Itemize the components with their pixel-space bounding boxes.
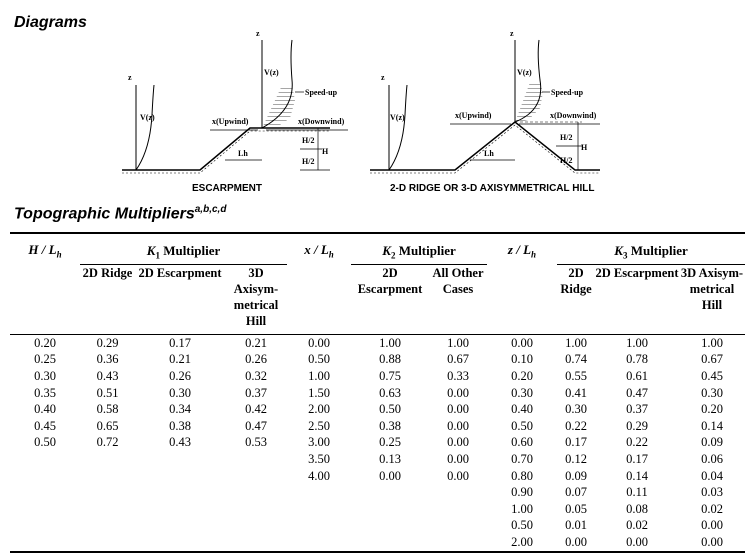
table-cell: 2.00 — [308, 402, 330, 417]
table-cell: 3.00 — [308, 435, 330, 450]
table-cell: 0.45 — [701, 368, 723, 383]
table-cell — [225, 501, 287, 518]
table-cell: 0.12 — [565, 451, 587, 466]
table-cell: 0.02 — [701, 501, 723, 516]
table-cell: 1.00 — [626, 335, 648, 350]
table-row — [10, 418, 745, 435]
table-cell — [287, 501, 351, 518]
table-cell: 0.30 — [701, 385, 723, 400]
table-row — [10, 385, 745, 402]
k3-escarpment-header: 2D Escarpment — [595, 265, 679, 335]
table-cell: 0.17 — [565, 435, 587, 450]
table-row — [10, 401, 745, 418]
multipliers-heading-text: Topographic Multipliers — [14, 205, 195, 223]
table-cell: 0.17 — [169, 335, 191, 350]
table-cell: 0.09 — [565, 468, 587, 483]
table-row — [10, 501, 745, 518]
k3-hill-header: 3D Axisym-metrical Hill — [679, 265, 745, 335]
z-label-left-crest: z — [256, 29, 260, 38]
z-label-right-crest: z — [510, 29, 514, 38]
table-cell: 0.21 — [245, 335, 267, 350]
table-row — [10, 352, 745, 369]
table-cell — [10, 451, 80, 468]
table-cell — [10, 534, 80, 552]
table-cell: 0.41 — [565, 385, 587, 400]
table-cell: 0.22 — [626, 435, 648, 450]
table-cell: 0.00 — [447, 385, 469, 400]
table-cell: 0.00 — [447, 402, 469, 417]
table-cell — [225, 468, 287, 485]
table-cell: 0.14 — [626, 468, 648, 483]
table-cell: 0.50 — [308, 352, 330, 367]
escarpment-caption: ESCARPMENT — [192, 183, 263, 194]
table-cell: 0.67 — [701, 352, 723, 367]
table-cell — [225, 518, 287, 535]
table-cell: 0.00 — [447, 468, 469, 483]
table-row — [10, 518, 745, 535]
table-cell: 1.00 — [511, 501, 533, 516]
table-cell — [10, 501, 80, 518]
table-cell: 1.00 — [447, 335, 469, 350]
k1-hill-header: 3D Axisym-metrical Hill — [225, 265, 287, 335]
k3-group-header: $K_3$ Multiplier — [557, 233, 745, 265]
table-cell — [225, 451, 287, 468]
table-row — [10, 435, 745, 452]
table-cell — [135, 501, 225, 518]
table-cell: 0.01 — [565, 518, 587, 533]
table-cell — [80, 451, 135, 468]
k1-escarpment-header: 2D Escarpment — [135, 265, 225, 335]
upwind-label-left: x(Upwind) — [212, 117, 249, 126]
k2-escarpment-header: 2D Escarpment — [351, 265, 429, 335]
table-cell: 0.03 — [701, 485, 723, 500]
table-cell: 0.25 — [34, 352, 56, 367]
vz-label-right-upwind: V(z) — [390, 113, 405, 122]
table-cell: 0.04 — [701, 468, 723, 483]
table-cell: 0.70 — [511, 451, 533, 466]
h-label-left: H — [322, 147, 329, 156]
col-header-x-lh: x / $L_h$ — [287, 233, 351, 335]
escarpment-diagram — [122, 29, 348, 194]
table-cell: 0.33 — [447, 368, 469, 383]
table-cell: 0.02 — [626, 518, 648, 533]
table-cell — [287, 484, 351, 501]
z-label-right-upwind: z — [381, 73, 385, 82]
table-cell: 0.09 — [701, 435, 723, 450]
table-cell: 0.00 — [379, 468, 401, 483]
table-cell: 0.14 — [701, 418, 723, 433]
downwind-label-left: x(Downwind) — [298, 117, 345, 126]
downwind-label-right: x(Downwind) — [550, 111, 597, 120]
table-cell: 0.90 — [511, 485, 533, 500]
table-cell: 0.45 — [34, 418, 56, 433]
table-cell: 0.30 — [169, 385, 191, 400]
table-cell: 1.00 — [701, 335, 723, 350]
k3-ridge-header: 2D Ridge — [557, 265, 595, 335]
table-cell — [351, 501, 429, 518]
table-cell — [10, 518, 80, 535]
table-cell: 1.00 — [565, 335, 587, 350]
topography-diagrams — [0, 0, 755, 200]
table-cell: 0.63 — [379, 385, 401, 400]
table-cell: 0.20 — [34, 335, 56, 350]
table-cell — [80, 518, 135, 535]
table-cell — [225, 534, 287, 552]
ridge-hill-diagram — [370, 29, 600, 194]
table-cell: 0.00 — [679, 534, 745, 552]
table-cell: 1.50 — [308, 385, 330, 400]
table-cell — [429, 484, 487, 501]
table-cell: 0.20 — [511, 368, 533, 383]
lh-label-left: Lh — [238, 149, 248, 158]
speedup-label-right: Speed-up — [551, 88, 584, 97]
h2-bottom-label-right: H/2 — [560, 156, 573, 165]
table-cell — [80, 484, 135, 501]
table-cell: 0.40 — [511, 402, 533, 417]
table-cell: 0.34 — [169, 402, 191, 417]
table-cell: 0.00 — [595, 534, 679, 552]
table-cell: 0.88 — [379, 352, 401, 367]
table-body — [10, 335, 745, 552]
table-cell — [135, 451, 225, 468]
table-cell — [351, 534, 429, 552]
table-cell: 0.26 — [169, 368, 191, 383]
table-cell: 0.43 — [96, 368, 119, 383]
table-cell: 0.47 — [245, 418, 267, 433]
table-cell: 2.00 — [487, 534, 557, 552]
table-cell — [429, 501, 487, 518]
table-cell: 0.38 — [379, 418, 401, 433]
table-cell: 0.00 — [447, 451, 469, 466]
h2-top-label-left: H/2 — [302, 136, 315, 145]
table-cell: 0.53 — [245, 435, 267, 450]
table-cell: 0.50 — [511, 418, 533, 433]
table-row — [10, 451, 745, 468]
table-cell: 0.13 — [379, 451, 401, 466]
table-cell — [10, 468, 80, 485]
table-cell: 0.25 — [379, 435, 401, 450]
h-label-right: H — [581, 143, 588, 152]
table-cell — [135, 484, 225, 501]
table-cell: 0.36 — [96, 352, 119, 367]
multipliers-heading — [14, 204, 226, 223]
vz-label-right-crest: V(z) — [517, 68, 532, 77]
table-cell — [10, 484, 80, 501]
table-cell: 0.29 — [96, 335, 119, 350]
table-cell: 0.67 — [447, 352, 469, 367]
table-cell: 0.29 — [626, 418, 648, 433]
col-header-z-lh: z / $L_h$ — [487, 233, 557, 335]
table-cell: 0.20 — [701, 402, 723, 417]
table-cell: 0.00 — [701, 518, 723, 533]
table-cell: 0.00 — [447, 435, 469, 450]
table-cell — [351, 518, 429, 535]
lh-label-right: Lh — [484, 149, 494, 158]
table-cell: 0.74 — [565, 352, 587, 367]
table-cell: 1.00 — [379, 335, 401, 350]
table-cell: 0.07 — [565, 485, 587, 500]
h2-top-label-right: H/2 — [560, 133, 573, 142]
table-cell: 0.40 — [34, 402, 56, 417]
table-cell: 0.50 — [511, 518, 533, 533]
table-cell: 0.51 — [96, 385, 119, 400]
table-cell: 2.50 — [308, 418, 330, 433]
table-cell: 0.30 — [511, 385, 533, 400]
table-row — [10, 335, 745, 352]
table-cell: 0.06 — [701, 451, 723, 466]
table-row — [10, 468, 745, 485]
table-cell — [135, 518, 225, 535]
table-cell: 0.37 — [245, 385, 267, 400]
table-cell: 0.42 — [245, 402, 267, 417]
table-cell: 1.00 — [308, 368, 330, 383]
table-row — [10, 484, 745, 501]
table-cell: 0.35 — [34, 385, 56, 400]
table-cell: 0.38 — [169, 418, 191, 433]
table-cell: 0.17 — [626, 451, 648, 466]
table-cell: 0.58 — [96, 402, 119, 417]
table-cell: 0.30 — [565, 402, 587, 417]
table-cell: 0.37 — [626, 402, 648, 417]
k2-group-header: $K_2$ Multiplier — [351, 233, 487, 265]
table-cell: 0.47 — [626, 385, 648, 400]
table-cell — [135, 534, 225, 552]
table-cell: 4.00 — [308, 468, 330, 483]
table-cell: 0.50 — [34, 435, 56, 450]
table-cell: 0.78 — [626, 352, 648, 367]
k1-group-header: $K_1$ Multiplier — [80, 233, 287, 265]
table-cell: 0.32 — [245, 368, 267, 383]
table-cell — [351, 484, 429, 501]
table-cell: 0.72 — [96, 435, 119, 450]
table-cell — [429, 518, 487, 535]
table-cell — [80, 534, 135, 552]
table-cell: 0.21 — [169, 352, 191, 367]
table-cell: 0.80 — [511, 468, 533, 483]
table-cell: 0.05 — [565, 501, 587, 516]
table-cell: 0.75 — [379, 368, 401, 383]
vz-label-left-upwind: V(z) — [140, 113, 155, 122]
table-cell: 0.26 — [245, 352, 267, 367]
diagrams-heading: Diagrams — [14, 14, 87, 31]
col-header-h-lh: H / $L_h$ — [10, 233, 80, 335]
vz-label-left-crest: V(z) — [264, 68, 279, 77]
table-cell — [80, 501, 135, 518]
h2-bottom-label-left: H/2 — [302, 157, 315, 166]
table-row — [10, 534, 745, 552]
table-cell: 0.43 — [169, 435, 191, 450]
table-cell: 0.22 — [565, 418, 587, 433]
table-cell — [287, 534, 351, 552]
multipliers-heading-footnote: a,b,c,d — [194, 204, 227, 215]
table-cell: 0.08 — [626, 501, 648, 516]
k1-ridge-header: 2D Ridge — [80, 265, 135, 335]
table-cell: 0.00 — [511, 335, 533, 350]
table-cell — [80, 468, 135, 485]
table-cell: 0.10 — [511, 352, 533, 367]
speedup-label-left: Speed-up — [305, 88, 338, 97]
table-cell — [225, 484, 287, 501]
table-cell: 0.00 — [308, 335, 330, 350]
table-cell: 0.11 — [626, 485, 648, 500]
table-cell: 0.30 — [34, 368, 56, 383]
table-cell: 0.61 — [626, 368, 648, 383]
table-cell: 0.50 — [379, 402, 401, 417]
table-row — [10, 368, 745, 385]
table-cell: 0.65 — [96, 418, 119, 433]
table-cell: 0.00 — [557, 534, 595, 552]
ridge-hill-caption: 2-D RIDGE OR 3-D AXISYMMETRICAL HILL — [390, 183, 595, 194]
table-cell: 0.60 — [511, 435, 533, 450]
table-cell — [287, 518, 351, 535]
z-label-left-upwind: z — [128, 73, 132, 82]
k2-other-header: All Other Cases — [429, 265, 487, 335]
table-cell: 0.55 — [565, 368, 587, 383]
topographic-multipliers-table — [10, 232, 745, 553]
upwind-label-right: x(Upwind) — [455, 111, 492, 120]
table-cell: 0.00 — [447, 418, 469, 433]
table-cell — [135, 468, 225, 485]
table-cell: 3.50 — [308, 451, 330, 466]
table-cell — [429, 534, 487, 552]
